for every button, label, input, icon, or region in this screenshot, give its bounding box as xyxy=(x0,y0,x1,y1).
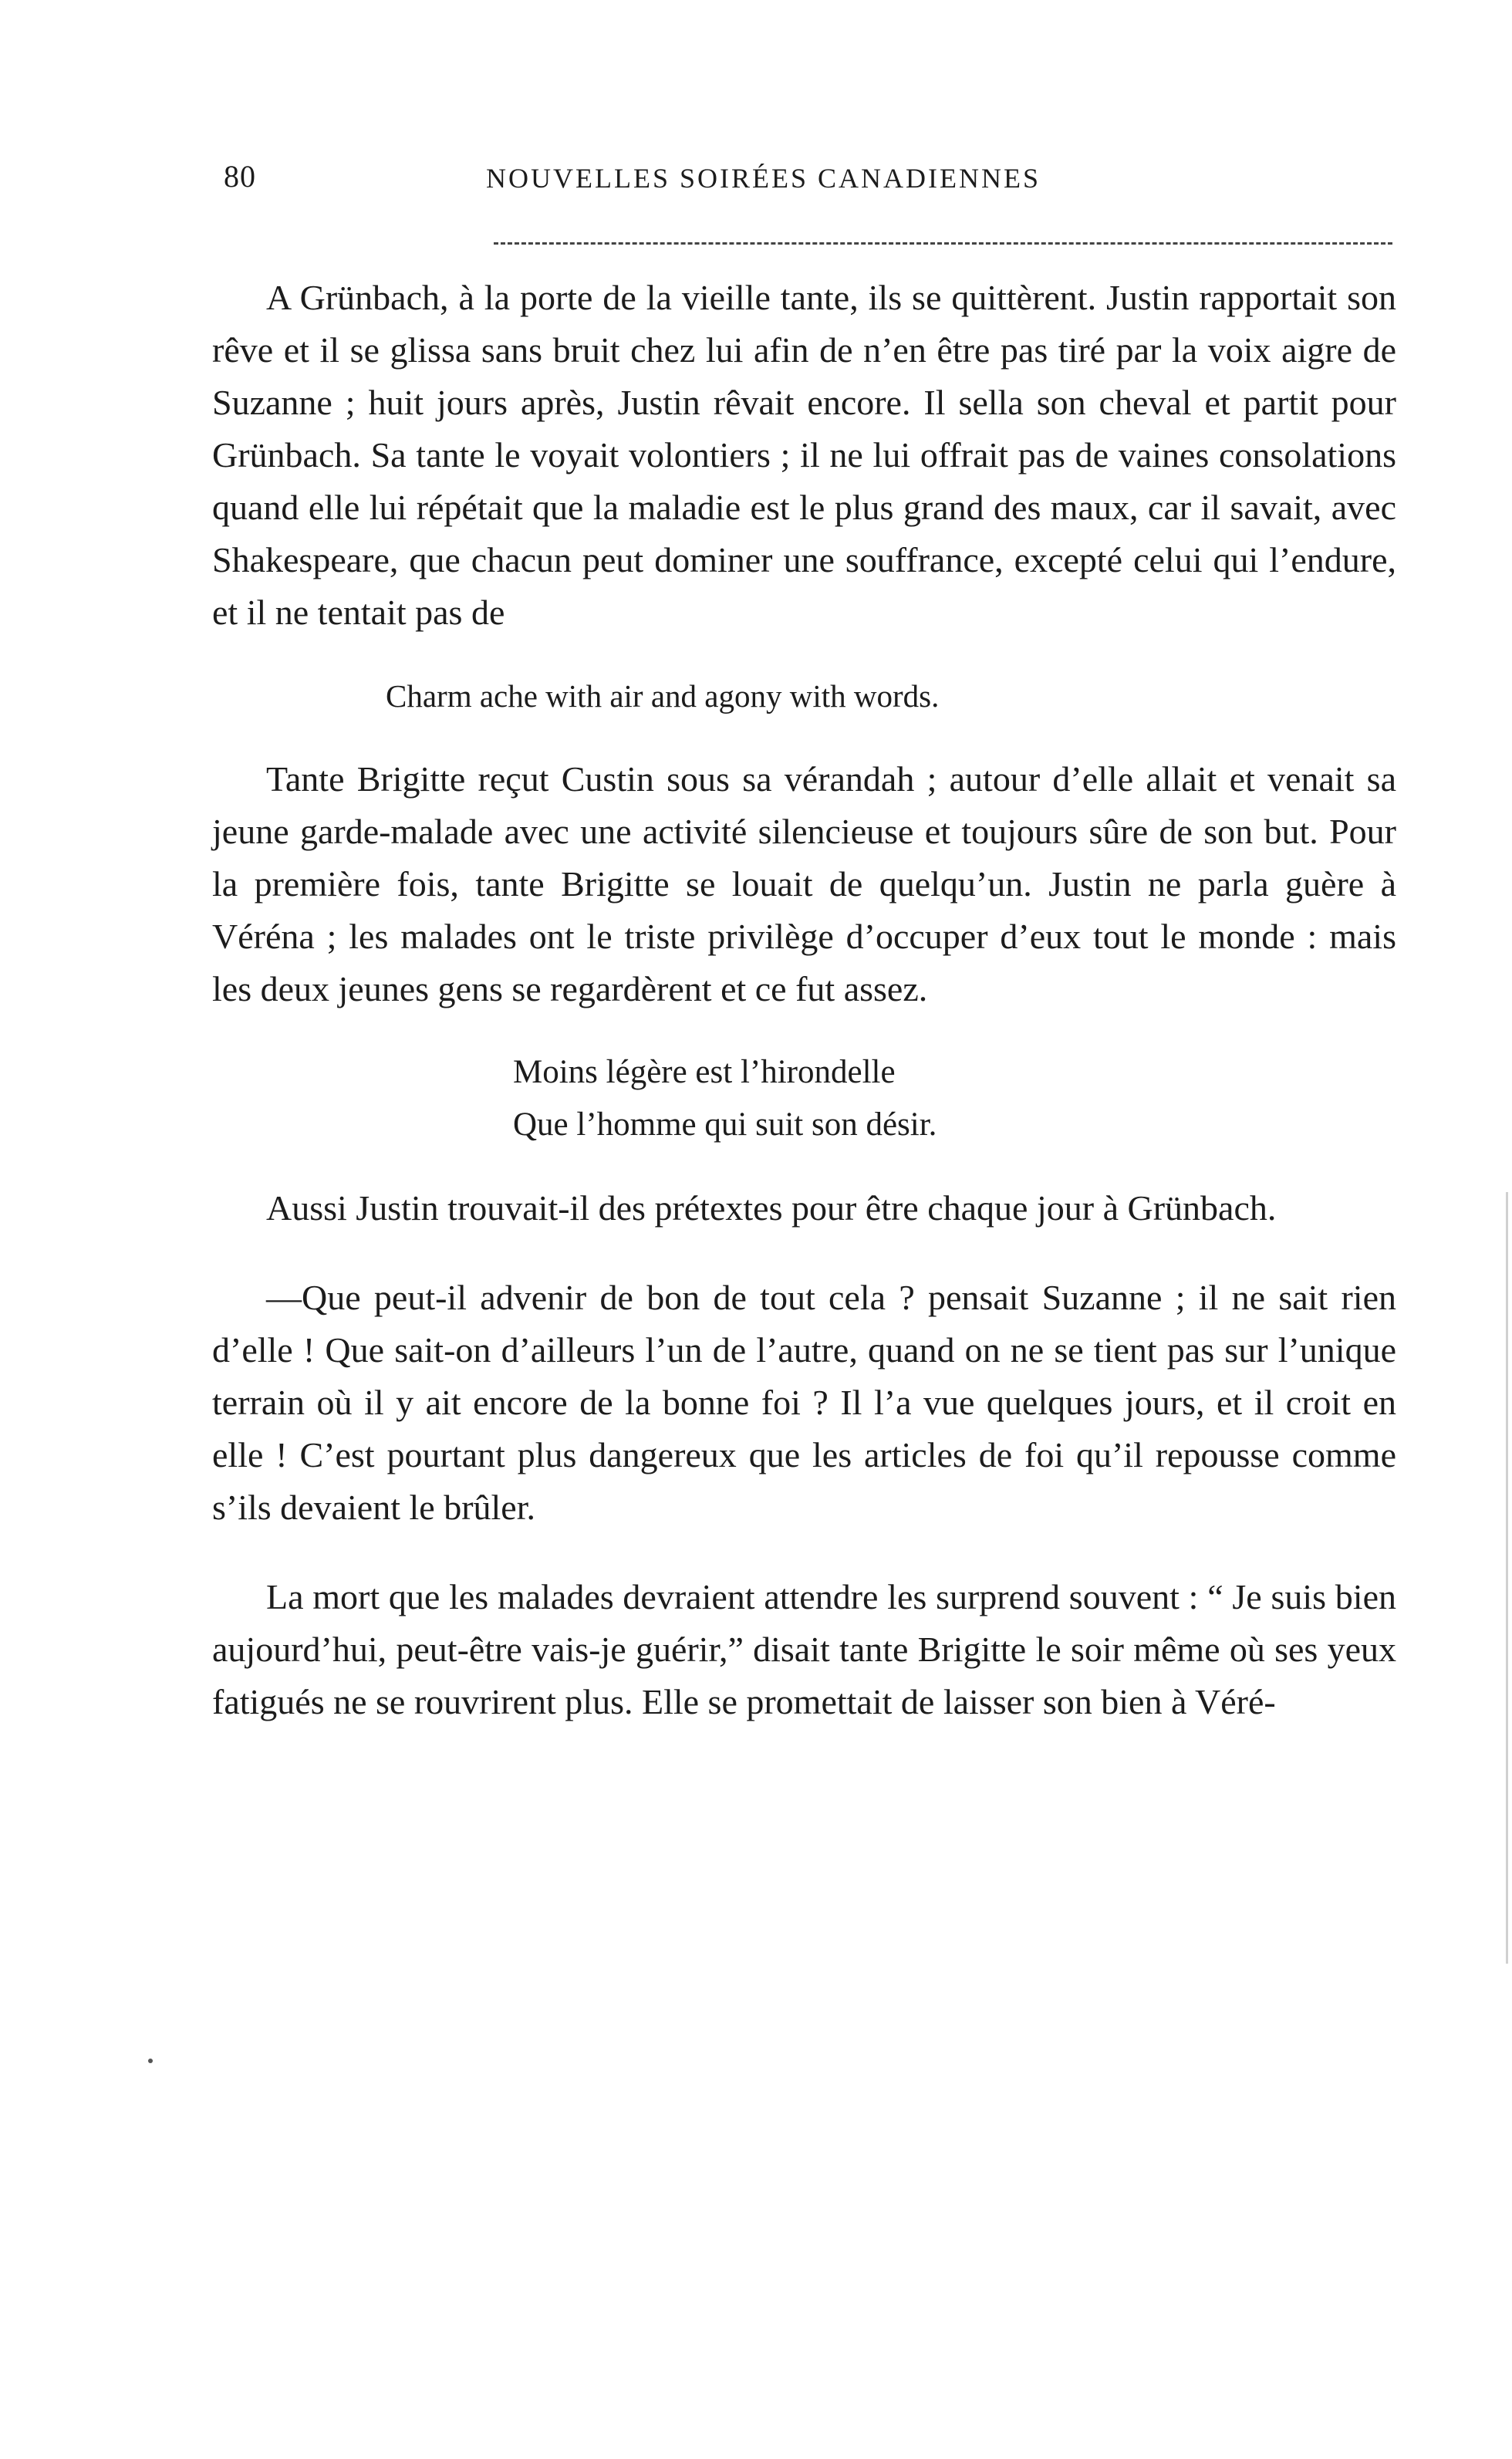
page-number: 80 xyxy=(224,159,256,194)
paragraph-1: A Grünbach, à la porte de la vieille tante, ils se quittèrent. Justin rapportait son rêve et il se glissa sans bruit chez lui afin de n’en être pas tiré par la voix aigre de Suzanne ; huit jours après, Justin rêvait encore. Il sella son cheval et partit pour Grünbach. Sa tante le voyait volontiers ; il ne lui offrait pas de vaines consolations quand elle lui répétait que la maladie est le plus grand des maux, car il savait, avec Shakespeare, que chacun peut dominer une souffrance, excepté celui qui l’endure, et il ne tentait pas de xyxy=(212,278,1396,632)
header-rule xyxy=(494,242,1392,245)
paragraph-3: Aussi Justin trouvait-il des prétextes pour être chaque jour à Grünbach. xyxy=(266,1188,1277,1228)
verse-quotation xyxy=(212,1046,1396,1151)
margin-mark xyxy=(148,2059,153,2063)
quotation-shakespeare: Charm ache with air and agony with words. xyxy=(386,678,940,714)
paragraph-4: —Que peut-il advenir de bon de tout cela ? pensait Suzanne ; il ne sait rien d’elle ! Que sait-on d’ailleurs l’un de l’autre, quand on ne se tient pas sur l’unique terrain où il y ait encore de la bonne foi ? Il l’a vue quelques jours, et il croit en elle ! C’est pourtant plus dangereux que les articles de foi qu’il repousse comme s’ils devaient le brûler. xyxy=(212,1278,1396,1527)
verse-line-2: Que l’homme qui suit son désir. xyxy=(513,1106,937,1143)
running-title: NOUVELLES SOIRÉES CANADIENNES xyxy=(486,163,1041,194)
body-text xyxy=(212,272,1396,1728)
paragraph-5: La mort que les malades devraient attendre les surprend souvent : “ Je suis bien aujourd’hui, peut-être vais-je guérir,” disait tante Brigitte le soir même où ses yeux fatigués ne se rouvrirent plus. Elle se promettait de laisser son bien à Véré- xyxy=(212,1577,1396,1721)
paragraph-2: Tante Brigitte reçut Custin sous sa vérandah ; autour d’elle allait et venait sa jeune garde-malade avec une activité silencieuse et toujours sûre de son but. Pour la première fois, tante Brigitte se louait de quelqu’un. Justin ne parla guère à Véréna ; les malades ont le triste privilège d’occuper d’eux tout le monde : mais les deux jeunes gens se regardèrent et ce fut assez. xyxy=(212,759,1396,1008)
verse-line-1: Moins légère est l’hirondelle xyxy=(513,1054,896,1090)
scan-edge-line xyxy=(1506,1192,1508,1964)
